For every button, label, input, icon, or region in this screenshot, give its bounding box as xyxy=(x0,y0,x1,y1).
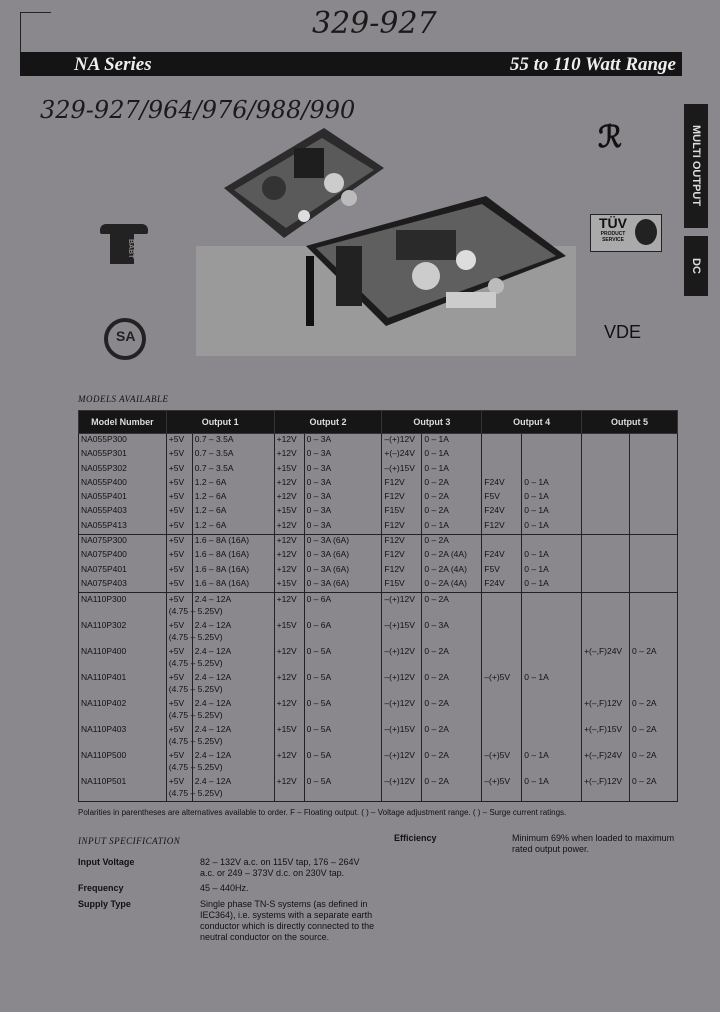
table-cell: +5V xyxy=(166,775,192,802)
handwritten-top-note: 329-927 xyxy=(312,6,437,41)
table-row xyxy=(79,535,678,550)
table-cell: +15V xyxy=(274,723,304,749)
table-cell xyxy=(482,645,522,671)
table-cell xyxy=(630,578,678,593)
table-cell: –(+)12V xyxy=(382,749,422,775)
table-cell xyxy=(630,593,678,620)
table-cell: 1.6 – 8A (16A) xyxy=(192,549,274,563)
efficiency-value: Minimum 69% when loaded to maximum rated output power. xyxy=(512,833,675,854)
table-row xyxy=(79,723,678,749)
table-cell: 2.4 – 12A (4.75 – 5.25V) xyxy=(192,671,274,697)
table-row xyxy=(79,520,678,535)
model-number-cell: NA110P403 xyxy=(79,723,167,749)
table-cell: 1.2 – 6A xyxy=(192,520,274,535)
spec-value: 45 – 440Hz. xyxy=(200,883,249,893)
table-cell xyxy=(582,491,630,505)
table-cell xyxy=(630,619,678,645)
table-cell xyxy=(630,520,678,535)
table-cell: 0 – 3A xyxy=(304,448,382,462)
table-row xyxy=(79,448,678,462)
model-number-cell: NA075P403 xyxy=(79,578,167,593)
table-cell xyxy=(522,593,582,620)
table-cell: F24V xyxy=(482,549,522,563)
table-cell: +5V xyxy=(166,578,192,593)
table-cell: F24V xyxy=(482,578,522,593)
table-cell: +5V xyxy=(166,723,192,749)
table-cell xyxy=(482,448,522,462)
model-number-cell: NA055P400 xyxy=(79,477,167,491)
table-cell: F24V xyxy=(482,477,522,491)
table-cell: 2.4 – 12A (4.75 – 5.25V) xyxy=(192,645,274,671)
product-photo-large xyxy=(196,196,576,356)
table-cell: 0 – 3A xyxy=(304,434,382,449)
table-cell: 0 – 6A xyxy=(304,593,382,620)
table-cell: 0 – 3A (6A) xyxy=(304,535,382,550)
table-cell xyxy=(582,619,630,645)
table-cell: 0 – 2A xyxy=(630,645,678,671)
spec-value: 82 – 132V a.c. on 115V tap, 176 – 264V a.c. or 249 – 373V d.c. on 230V tap. xyxy=(200,857,360,878)
table-cell xyxy=(482,723,522,749)
table-cell: +5V xyxy=(166,491,192,505)
table-row xyxy=(79,775,678,802)
table-cell: 0.7 – 3.5A xyxy=(192,434,274,449)
table-cell: 0 – 2A xyxy=(630,749,678,775)
side-tab-multi-output: MULTI OUTPUT xyxy=(684,104,708,228)
table-cell: 0 – 3A (6A) xyxy=(304,578,382,593)
table-cell: –(+)12V xyxy=(382,775,422,802)
corner-mark xyxy=(20,12,51,53)
table-cell: F12V xyxy=(482,520,522,535)
voltage-range-note: (4.75 – 5.25V) xyxy=(168,710,223,721)
table-cell: 1.2 – 6A xyxy=(192,477,274,491)
model-number-cell: NA075P400 xyxy=(79,549,167,563)
table-cell: 0 – 2A (4A) xyxy=(422,564,482,578)
voltage-range-note: (4.75 – 5.25V) xyxy=(168,658,223,669)
table-cell xyxy=(630,448,678,462)
spec-value: Single phase TN-S systems (as defined in IEC364), i.e. systems with a separate earth conductor which is directly connected to the neutral conductor on the source. xyxy=(200,899,375,942)
table-cell: +5V xyxy=(166,593,192,620)
table-cell: +12V xyxy=(274,535,304,550)
table-cell: 0.7 – 3.5A xyxy=(192,448,274,462)
table-cell: 0 – 1A xyxy=(422,434,482,449)
table-cell: 2.4 – 12A (4.75 – 5.25V) xyxy=(192,723,274,749)
table-cell: –(+)15V xyxy=(382,619,422,645)
spec-label: Supply Type xyxy=(78,899,131,909)
table-cell: 0 – 1A xyxy=(522,549,582,563)
table-cell xyxy=(482,697,522,723)
table-cell xyxy=(482,619,522,645)
table-cell: 0 – 2A xyxy=(422,671,482,697)
table-cell: 0 – 2A (4A) xyxy=(422,578,482,593)
table-cell xyxy=(522,448,582,462)
table-cell: +12V xyxy=(274,520,304,535)
table-cell: 0 – 1A xyxy=(522,671,582,697)
table-cell: 0 – 1A xyxy=(422,448,482,462)
table-cell: –(+)12V xyxy=(382,645,422,671)
table-cell xyxy=(630,463,678,477)
table-row xyxy=(79,505,678,519)
voltage-range-note: (4.75 – 5.25V) xyxy=(168,684,223,695)
table-cell: –(+)5V xyxy=(482,749,522,775)
table-cell: +12V xyxy=(274,477,304,491)
table-cell: +(–,F)12V xyxy=(582,697,630,723)
table-cell: 0 – 2A xyxy=(422,505,482,519)
table-cell: 0 – 1A xyxy=(422,520,482,535)
table-row xyxy=(79,593,678,620)
table-cell: 0 – 2A xyxy=(422,477,482,491)
model-number-cell: NA110P501 xyxy=(79,775,167,802)
table-row xyxy=(79,578,678,593)
table-cell xyxy=(482,463,522,477)
spec-label: Frequency xyxy=(78,883,124,893)
col-header: Output 4 xyxy=(482,411,582,434)
side-tab-dc: DC xyxy=(684,236,708,296)
table-cell: 0 – 1A xyxy=(522,520,582,535)
table-cell xyxy=(630,477,678,491)
table-cell: 0 – 3A xyxy=(304,477,382,491)
table-cell: 0 – 2A (4A) xyxy=(422,549,482,563)
table-cell: 0 – 3A (6A) xyxy=(304,549,382,563)
model-number-cell: NA110P300 xyxy=(79,593,167,620)
table-cell: –(+)5V xyxy=(482,671,522,697)
table-cell: +5V xyxy=(166,477,192,491)
telephone-icon xyxy=(100,224,148,234)
table-cell: +5V xyxy=(166,549,192,563)
table-cell: +(–,F)15V xyxy=(582,723,630,749)
col-header: Output 3 xyxy=(382,411,482,434)
wattage-range: 55 to 110 Watt Range xyxy=(509,54,676,75)
model-number-cell: NA055P302 xyxy=(79,463,167,477)
table-cell xyxy=(630,671,678,697)
table-cell xyxy=(582,434,630,449)
table-cell: F24V xyxy=(482,505,522,519)
table-cell xyxy=(522,535,582,550)
table-cell: 0 – 2A xyxy=(422,775,482,802)
table-cell: +(–,F)24V xyxy=(582,645,630,671)
table-cell: 0 – 3A xyxy=(304,463,382,477)
table-row xyxy=(79,749,678,775)
table-cell xyxy=(522,463,582,477)
table-cell: 0 – 5A xyxy=(304,749,382,775)
table-cell: +12V xyxy=(274,645,304,671)
table-cell: 0 – 1A xyxy=(522,505,582,519)
table-cell: +12V xyxy=(274,697,304,723)
model-number-cell: NA055P413 xyxy=(79,520,167,535)
table-cell: F12V xyxy=(382,549,422,563)
table-cell xyxy=(630,535,678,550)
table-cell: 0 – 2A xyxy=(422,593,482,620)
table-cell: F15V xyxy=(382,505,422,519)
table-cell: +15V xyxy=(274,505,304,519)
table-header-row xyxy=(79,411,678,434)
table-cell: +(–,F)12V xyxy=(582,775,630,802)
table-footnote: Polarities in parentheses are alternatives available to order. F – Floating output. ( ) – Voltage adjustment range. ( ) – Surge current ratings. xyxy=(78,808,567,817)
table-cell xyxy=(482,593,522,620)
table-row xyxy=(79,619,678,645)
table-cell: 0 – 3A xyxy=(304,491,382,505)
tuv-logo: TÜV PRODUCT SERVICE xyxy=(590,214,662,252)
table-cell: F15V xyxy=(382,578,422,593)
table-cell: 0 – 3A xyxy=(304,520,382,535)
table-cell xyxy=(630,505,678,519)
table-cell: 0 – 5A xyxy=(304,671,382,697)
table-cell: 0 – 2A xyxy=(630,723,678,749)
col-header: Output 2 xyxy=(274,411,382,434)
table-body xyxy=(79,434,678,802)
table-cell: +(–)24V xyxy=(382,448,422,462)
table-cell: 0 – 5A xyxy=(304,723,382,749)
table-row xyxy=(79,477,678,491)
table-cell: +12V xyxy=(274,549,304,563)
table-cell: 0 – 3A xyxy=(304,505,382,519)
table-cell: 0 – 2A xyxy=(422,749,482,775)
col-header: Model Number xyxy=(79,411,167,434)
table-cell: 2.4 – 12A (4.75 – 5.25V) xyxy=(192,697,274,723)
ur-logo: ℛ xyxy=(598,120,622,155)
model-number-cell: NA110P401 xyxy=(79,671,167,697)
table-cell: +15V xyxy=(274,578,304,593)
table-cell: –(+)12V xyxy=(382,671,422,697)
table-cell: –(+)12V xyxy=(382,697,422,723)
voltage-range-note: (4.75 – 5.25V) xyxy=(168,632,223,643)
vde-logo: VDE xyxy=(604,322,642,342)
table-cell: +12V xyxy=(274,593,304,620)
table-cell: 0 – 5A xyxy=(304,697,382,723)
table-cell: 0 – 1A xyxy=(522,749,582,775)
table-cell: 0 – 2A xyxy=(630,775,678,802)
table-cell: 0 – 1A xyxy=(522,564,582,578)
table-cell xyxy=(630,549,678,563)
table-row xyxy=(79,549,678,563)
table-cell xyxy=(582,448,630,462)
table-cell: +5V xyxy=(166,535,192,550)
table-cell: +5V xyxy=(166,619,192,645)
table-cell: +15V xyxy=(274,619,304,645)
table-cell: +15V xyxy=(274,463,304,477)
table-cell xyxy=(522,619,582,645)
efficiency-label: Efficiency xyxy=(394,833,437,843)
table-cell xyxy=(522,645,582,671)
table-cell: F5V xyxy=(482,491,522,505)
table-cell: +5V xyxy=(166,448,192,462)
model-number-cell: NA075P401 xyxy=(79,564,167,578)
table-cell: 1.2 – 6A xyxy=(192,505,274,519)
table-cell: 0 – 2A xyxy=(422,535,482,550)
table-cell: +5V xyxy=(166,564,192,578)
table-cell: +12V xyxy=(274,564,304,578)
table-cell: 0 – 3A (6A) xyxy=(304,564,382,578)
table-cell: +12V xyxy=(274,491,304,505)
input-spec-heading: INPUT SPECIFICATION xyxy=(78,836,181,846)
table-cell: +12V xyxy=(274,749,304,775)
table-cell xyxy=(582,578,630,593)
table-cell: F12V xyxy=(382,520,422,535)
table-row xyxy=(79,434,678,449)
table-cell: 2.4 – 12A (4.75 – 5.25V) xyxy=(192,593,274,620)
table-cell xyxy=(482,434,522,449)
table-cell: F12V xyxy=(382,491,422,505)
table-cell: 0 – 6A xyxy=(304,619,382,645)
table-cell: 1.6 – 8A (16A) xyxy=(192,564,274,578)
table-cell: +5V xyxy=(166,697,192,723)
voltage-range-note: (4.75 – 5.25V) xyxy=(168,736,223,747)
table-cell: 1.6 – 8A (16A) xyxy=(192,578,274,593)
table-cell: –(+)5V xyxy=(482,775,522,802)
table-cell: 2.4 – 12A (4.75 – 5.25V) xyxy=(192,619,274,645)
csa-logo: SA xyxy=(104,318,144,358)
table-cell xyxy=(582,505,630,519)
table-cell xyxy=(630,564,678,578)
table-cell: +5V xyxy=(166,520,192,535)
table-cell: 1.6 – 8A (16A) xyxy=(192,535,274,550)
col-header: Output 1 xyxy=(166,411,274,434)
table-cell xyxy=(522,434,582,449)
models-table xyxy=(78,410,678,802)
table-row xyxy=(79,491,678,505)
table-cell: 0 – 2A xyxy=(422,723,482,749)
table-cell: 0 – 2A xyxy=(422,645,482,671)
series-banner xyxy=(20,52,682,76)
spec-label: Input Voltage xyxy=(78,857,135,867)
model-number-cell: NA110P400 xyxy=(79,645,167,671)
handwritten-part-numbers: 329-927/964/976/988/990 xyxy=(40,96,356,124)
table-row xyxy=(79,564,678,578)
table-cell: F5V xyxy=(482,564,522,578)
table-cell xyxy=(582,535,630,550)
table-cell: +12V xyxy=(274,434,304,449)
table-cell: +5V xyxy=(166,434,192,449)
table-cell xyxy=(630,491,678,505)
table-cell: –(+)12V xyxy=(382,593,422,620)
table-cell: 2.4 – 12A (4.75 – 5.25V) xyxy=(192,775,274,802)
model-number-cell: NA055P403 xyxy=(79,505,167,519)
table-cell: F12V xyxy=(382,535,422,550)
table-cell: 0 – 1A xyxy=(522,775,582,802)
table-cell xyxy=(582,671,630,697)
table-cell xyxy=(522,697,582,723)
table-cell: +5V xyxy=(166,671,192,697)
table-cell xyxy=(582,477,630,491)
models-available-heading: MODELS AVAILABLE xyxy=(78,394,169,404)
model-number-cell: NA110P402 xyxy=(79,697,167,723)
model-number-cell: NA075P300 xyxy=(79,535,167,550)
table-cell: 0 – 5A xyxy=(304,775,382,802)
table-cell: 0 – 1A xyxy=(522,578,582,593)
table-cell: –(+)15V xyxy=(382,463,422,477)
table-cell: –(+)15V xyxy=(382,723,422,749)
series-title: NA Series xyxy=(74,54,152,75)
col-header: Output 5 xyxy=(582,411,678,434)
table-cell: F12V xyxy=(382,477,422,491)
table-cell xyxy=(482,535,522,550)
model-number-cell: NA110P302 xyxy=(79,619,167,645)
table-cell: +12V xyxy=(274,448,304,462)
voltage-range-note: (4.75 – 5.25V) xyxy=(168,788,223,799)
table-row xyxy=(79,463,678,477)
table-cell: +5V xyxy=(166,463,192,477)
table-cell: +5V xyxy=(166,749,192,775)
table-cell xyxy=(582,564,630,578)
table-cell: 2.4 – 12A (4.75 – 5.25V) xyxy=(192,749,274,775)
model-number-cell: NA055P401 xyxy=(79,491,167,505)
table-cell xyxy=(630,434,678,449)
table-cell xyxy=(582,549,630,563)
table-cell: 0 – 5A xyxy=(304,645,382,671)
table-cell xyxy=(582,520,630,535)
table-cell: +12V xyxy=(274,775,304,802)
table-cell xyxy=(522,723,582,749)
babt-logo: BABT xyxy=(100,224,150,268)
table-row xyxy=(79,697,678,723)
table-cell: 0 – 2A xyxy=(422,491,482,505)
table-cell: –(+)12V xyxy=(382,434,422,449)
table-cell: 0 – 3A xyxy=(422,619,482,645)
table-row xyxy=(79,671,678,697)
table-cell: 0.7 – 3.5A xyxy=(192,463,274,477)
table-cell: +5V xyxy=(166,645,192,671)
table-cell xyxy=(582,463,630,477)
table-cell: 0 – 1A xyxy=(522,491,582,505)
tuv-seal-icon xyxy=(635,219,657,245)
model-number-cell: NA055P300 xyxy=(79,434,167,449)
voltage-range-note: (4.75 – 5.25V) xyxy=(168,762,223,773)
voltage-range-note: (4.75 – 5.25V) xyxy=(168,606,223,617)
table-cell: 1.2 – 6A xyxy=(192,491,274,505)
model-number-cell: NA055P301 xyxy=(79,448,167,462)
table-cell: +(–,F)24V xyxy=(582,749,630,775)
table-cell: 0 – 2A xyxy=(630,697,678,723)
model-number-cell: NA110P500 xyxy=(79,749,167,775)
table-cell xyxy=(582,593,630,620)
table-row xyxy=(79,645,678,671)
table-cell: 0 – 2A xyxy=(422,697,482,723)
table-cell: 0 – 1A xyxy=(522,477,582,491)
table-cell: F12V xyxy=(382,564,422,578)
table-cell: +5V xyxy=(166,505,192,519)
table-cell: +12V xyxy=(274,671,304,697)
table-cell: 0 – 1A xyxy=(422,463,482,477)
